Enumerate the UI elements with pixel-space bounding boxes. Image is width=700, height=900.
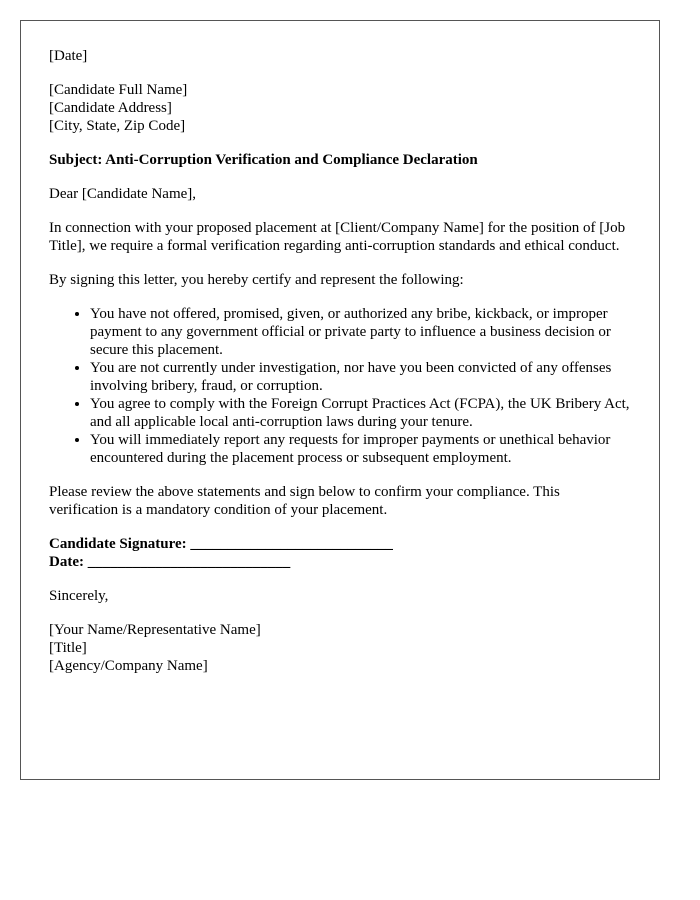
certify-lead: By signing this letter, you hereby certify and represent the following: xyxy=(49,272,464,288)
signature-block xyxy=(49,535,631,571)
closing: Sincerely, xyxy=(49,588,109,604)
certification-item: • You will immediately report any requests for improper payments or unethical behavior encountered during the placement process or subsequent employment. xyxy=(90,431,631,467)
sender-title: [Title] xyxy=(49,640,87,656)
recipient-name: [Candidate Full Name] xyxy=(49,82,188,98)
intro-paragraph: In connection with your proposed placement at [Client/Company Name] for the position of [Job Title], we require a formal verification regarding anti-corruption standards and ethical conduct. xyxy=(49,220,626,254)
letter-date: [Date] xyxy=(49,48,88,64)
review-paragraph: Please review the above statements and sign below to confirm your compliance. This verification is a mandatory condition of your placement. xyxy=(49,484,560,518)
letter-subject: Subject: Anti-Corruption Verification and Compliance Declaration xyxy=(49,152,478,168)
signature-date-line: Date: ___________________________ xyxy=(49,554,291,570)
recipient-block xyxy=(49,81,631,135)
certification-item: • You agree to comply with the Foreign Corrupt Practices Act (FCPA), the UK Bribery Act, and all applicable local anti-corruption laws during your tenure. xyxy=(90,395,631,431)
certification-item: • You are not currently under investigation, nor have you been convicted of any offenses involving bribery, fraud, or corruption. xyxy=(90,359,631,395)
recipient-address: [Candidate Address] xyxy=(49,100,172,116)
certification-item: • You have not offered, promised, given, or authorized any bribe, kickback, or improper payment to any government official or private party to influence a business decision or secure this placement. xyxy=(90,305,631,359)
sender-agency: [Agency/Company Name] xyxy=(49,658,208,674)
recipient-city-state-zip: [City, State, Zip Code] xyxy=(49,118,186,134)
candidate-signature-line: Candidate Signature: ___________________________ xyxy=(49,536,393,552)
sender-name: [Your Name/Representative Name] xyxy=(49,622,261,638)
sender-block xyxy=(49,621,631,675)
salutation: Dear [Candidate Name], xyxy=(49,186,197,202)
certification-list xyxy=(49,305,631,467)
letter-page xyxy=(20,20,660,780)
